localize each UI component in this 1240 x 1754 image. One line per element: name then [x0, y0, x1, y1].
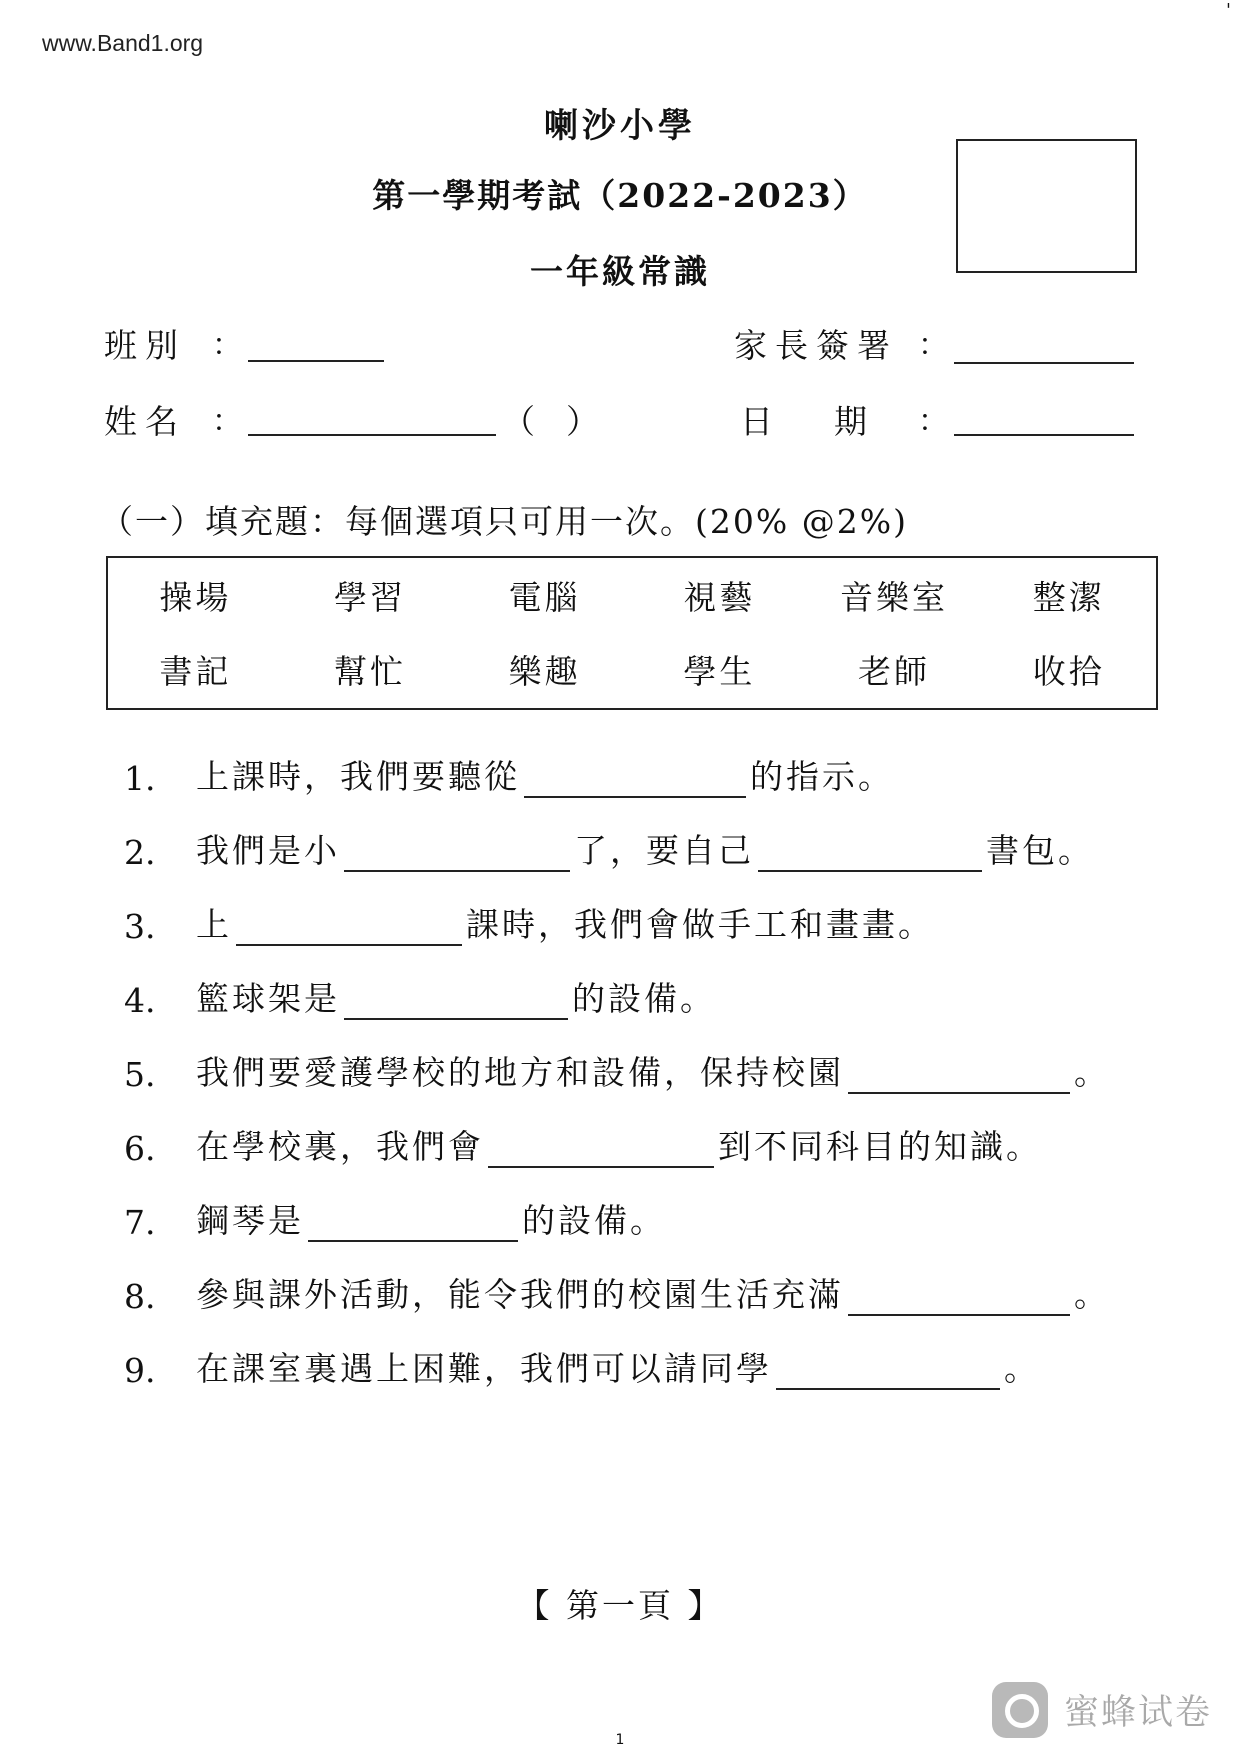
question-number: 6.: [124, 1129, 156, 1168]
answer-blank[interactable]: [848, 1056, 1070, 1094]
question-text: 。: [1004, 1349, 1040, 1388]
answer-blank[interactable]: [344, 982, 568, 1020]
word-bank-item: 視藝: [683, 578, 756, 617]
answer-blank[interactable]: [758, 834, 982, 872]
site-url: www.Band1.org: [42, 30, 204, 56]
word-bank-item: 樂趣: [508, 652, 581, 691]
word-bank-item: 電腦: [508, 578, 581, 617]
question-text: 在課室裏遇上困難，我們可以請同學: [196, 1349, 772, 1388]
school-name: 喇沙小學: [544, 106, 696, 146]
question-text: 的設備。: [522, 1201, 666, 1240]
page-number: 1: [615, 1732, 625, 1748]
subject-title: 一年級常識: [530, 252, 710, 291]
word-bank-item: 收拾: [1032, 652, 1105, 691]
score-box: [956, 139, 1137, 273]
question-text: 我們是小: [196, 831, 340, 870]
section-1-title: （一）填充題：每個選項只可用一次。(20% @2%): [100, 502, 908, 541]
question-text: 上: [196, 905, 232, 944]
question-number: 3.: [124, 907, 156, 946]
class-label: 班別: [104, 326, 186, 365]
parent-sign-label: 家長簽署: [734, 326, 898, 365]
word-bank-item: 操場: [159, 578, 232, 617]
class-field[interactable]: [248, 360, 384, 362]
word-bank: [106, 556, 1158, 710]
name-field[interactable]: [248, 434, 496, 436]
question-9: [124, 1340, 1204, 1390]
question-text: 上課時，我們要聽從: [196, 757, 520, 796]
class-number-paren-open: （: [502, 402, 535, 441]
answer-blank[interactable]: [308, 1204, 518, 1242]
page-label: 【 第一頁 】: [516, 1586, 724, 1625]
answer-blank[interactable]: [524, 760, 746, 798]
answer-blank[interactable]: [488, 1130, 714, 1168]
question-5: [124, 1044, 1204, 1094]
parent-sign-field[interactable]: [954, 362, 1134, 364]
question-text: 的指示。: [750, 757, 894, 796]
question-text: 課時，我們會做手工和畫畫。: [466, 905, 934, 944]
word-bank-item: 老師: [858, 652, 931, 691]
question-text: 。: [1074, 1275, 1110, 1314]
question-text: 。: [1074, 1053, 1110, 1092]
question-text: 到不同科目的知識。: [718, 1127, 1042, 1166]
word-bank-item: 幫忙: [334, 652, 406, 691]
watermark-text: 蜜蜂试卷: [1064, 1693, 1213, 1733]
question-number: 9.: [124, 1351, 156, 1390]
question-text: 我們要愛護學校的地方和設備，保持校園: [196, 1053, 844, 1092]
question-3: [124, 896, 1204, 946]
question-text: 在學校裏，我們會: [196, 1127, 484, 1166]
question-number: 1.: [124, 759, 156, 798]
question-number: 7.: [124, 1203, 156, 1242]
answer-blank[interactable]: [848, 1278, 1070, 1316]
question-7: [124, 1192, 1204, 1242]
word-bank-row-1: [108, 572, 1156, 619]
name-colon: ：: [212, 404, 242, 439]
word-bank-item: 音樂室: [840, 578, 949, 617]
answer-blank[interactable]: [236, 908, 462, 946]
class-number-paren-close: ）: [566, 402, 599, 441]
date-label: 日 期: [740, 402, 881, 441]
question-number: 2.: [124, 833, 156, 872]
question-text: 的設備。: [572, 979, 716, 1018]
watermark: [992, 1682, 1212, 1738]
question-number: 8.: [124, 1277, 156, 1316]
answer-blank[interactable]: [344, 834, 570, 872]
date-colon: ：: [918, 404, 948, 439]
question-text: 了，要自己: [574, 831, 754, 870]
parent-sign-colon: ：: [918, 328, 948, 363]
watermark-logo-icon: [992, 1682, 1048, 1738]
question-text: 籃球架是: [196, 979, 340, 1018]
class-colon: ：: [212, 328, 242, 363]
question-2: [124, 822, 1204, 872]
word-bank-item: 學生: [683, 652, 756, 691]
word-bank-item: 書記: [159, 652, 232, 691]
word-bank-item: 整潔: [1032, 578, 1105, 617]
question-1: [124, 748, 1204, 798]
date-field[interactable]: [954, 434, 1134, 436]
question-text: 鋼琴是: [196, 1201, 304, 1240]
question-text: 參與課外活動，能令我們的校園生活充滿: [196, 1275, 844, 1314]
word-bank-row-2: [108, 646, 1156, 693]
word-bank-item: 學習: [334, 578, 406, 617]
question-number: 5.: [124, 1055, 156, 1094]
name-label: 姓名: [104, 402, 186, 441]
question-4: [124, 970, 1204, 1020]
answer-blank[interactable]: [776, 1352, 1000, 1390]
question-number: 4.: [124, 981, 156, 1020]
scan-corner-mark: ': [1226, 0, 1231, 21]
question-text: 書包。: [986, 831, 1094, 870]
question-6: [124, 1118, 1204, 1168]
question-8: [124, 1266, 1204, 1316]
exam-title: 第一學期考試（2022-2023）: [372, 176, 868, 215]
